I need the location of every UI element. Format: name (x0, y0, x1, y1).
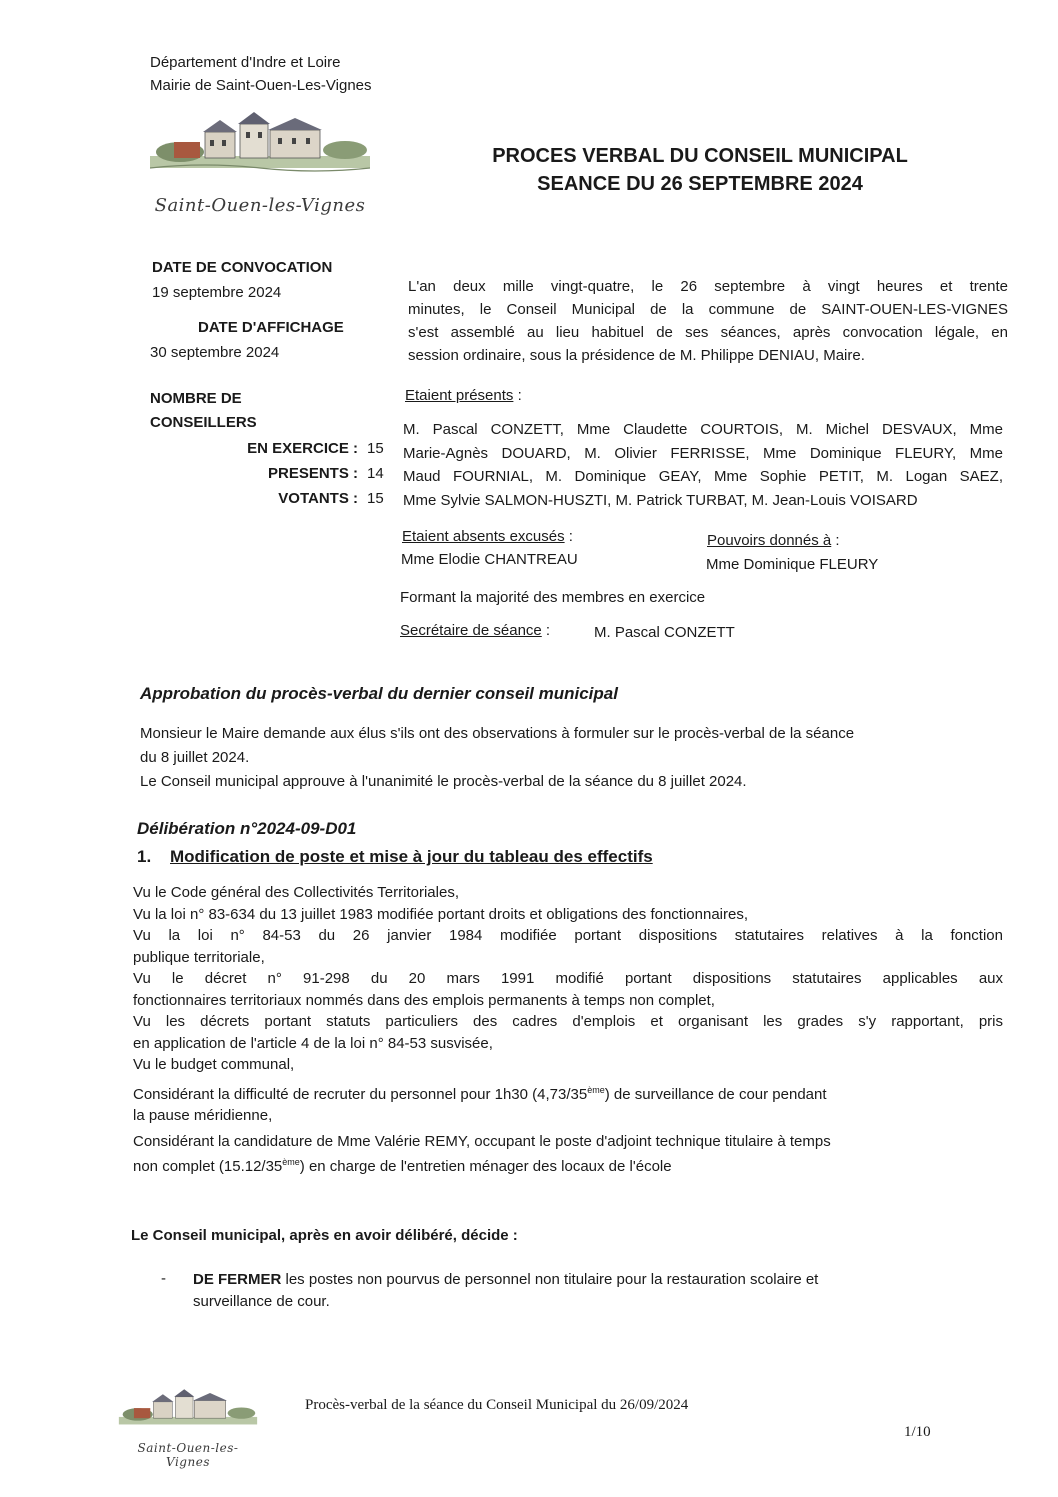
considerant-2: Considérant la candidature de Mme Valérie REMY, occupant le poste d'adjoint technique titulaire à temps (133, 1132, 831, 1150)
presents-heading (405, 386, 522, 406)
vu-line: Vu le Code général des Collectivités Territoriales, (133, 884, 459, 901)
vu-line: en application de l'article 4 de la loi n° 84-53 susvisée, (133, 1034, 493, 1052)
intro-paragraph (408, 275, 1008, 367)
presents-value: 14 (367, 465, 384, 482)
decision-bullet: - (161, 1270, 166, 1287)
presents-line: Marie-Agnès DOUARD, M. Olivier FERRISSE, Mme Dominique FLEURY, Mme (403, 444, 1003, 462)
exercice-value: 15 (367, 440, 384, 457)
decision-item-line (193, 1269, 973, 1291)
logo-text: Saint-Ouen-les-Vignes (154, 195, 366, 216)
vu-line: Vu les décrets portant statuts particuliers des cadres d'emplois et organisant les grades s'y rapportant, pris (133, 1013, 1003, 1030)
document-title (420, 142, 980, 198)
considerant-2-text-c: ) en charge de l'entretien ménager des locaux de l'école (299, 1158, 672, 1175)
considerant-2-cont (133, 1152, 1003, 1178)
vu-line: Vu la loi n° 83-634 du 13 juillet 1983 modifiée portant droits et obligations des fonctionnaires, (133, 905, 748, 923)
decision-item-text: les postes non pourvus de personnel non titulaire pour la restauration scolaire et (281, 1271, 819, 1288)
approbation-line: du 8 juillet 2024. (140, 749, 250, 766)
decision-heading: Le Conseil municipal, après en avoir délibéré, décide : (131, 1227, 518, 1244)
conseillers-label: CONSEILLERS (150, 414, 257, 431)
considerant-1-sup: ème (587, 1084, 605, 1095)
pouvoirs-heading-colon: : (831, 532, 840, 549)
presents-heading-text: Etaient présents (405, 387, 514, 404)
footer-logo-text: Saint-Ouen-les-Vignes (137, 1441, 239, 1469)
secretaire-line (400, 621, 550, 641)
approbation-line: Le Conseil municipal approuve à l'unanimité le procès-verbal de la séance du 8 juillet 2024. (140, 773, 747, 790)
vu-line: Vu le budget communal, (133, 1056, 295, 1073)
deliberation-subheading: Modification de poste et mise à jour du tableau des effectifs (170, 847, 653, 866)
town-logo (150, 110, 370, 215)
majorite-line: Formant la majorité des membres en exercice (400, 589, 706, 606)
considerant-2-text: non complet (15.12/35 (133, 1158, 283, 1175)
approbation-heading: Approbation du procès-verbal du dernier conseil municipal (140, 684, 618, 703)
vu-line: fonctionnaires territoriaux nommés dans des emplois permanents à temps non complet, (133, 991, 715, 1009)
pouvoirs-heading-text: Pouvoirs donnés à (707, 532, 832, 549)
presents-line: M. Pascal CONZETT, Mme Claudette COURTOIS, M. Michel DESVAUX, Mme (403, 421, 1003, 438)
convocation-date: 19 septembre 2024 (152, 284, 282, 301)
deliberation-body (133, 882, 1003, 1178)
affichage-label: DATE D'AFFICHAGE (198, 319, 344, 336)
votants-value: 15 (367, 490, 384, 507)
affichage-date: 30 septembre 2024 (150, 344, 280, 361)
presents-list (403, 418, 1003, 512)
title-line-1: PROCES VERBAL DU CONSEIL MUNICIPAL (492, 145, 908, 167)
pouvoirs-heading (707, 531, 840, 551)
department-line: Département d'Indre et Loire (150, 54, 341, 71)
footer-text: Procès-verbal de la séance du Conseil Municipal du 26/09/2024 (305, 1397, 689, 1413)
decision-item (193, 1269, 973, 1313)
nombre-label: NOMBRE DE (150, 390, 242, 407)
convocation-label: DATE DE CONVOCATION (152, 259, 333, 276)
intro-line: L'an deux mille vingt-quatre, le 26 septembre à vingt heures et trente (408, 278, 1008, 295)
secretaire-label: Secrétaire de séance (400, 622, 542, 639)
vu-line: Vu le décret n° 91-298 du 20 mars 1991 modifié portant dispositions statutaires applicables aux (133, 970, 1003, 987)
exercice-label: EN EXERCICE : (247, 440, 358, 457)
absents-heading-colon: : (564, 528, 573, 545)
secretaire-name: M. Pascal CONZETT (594, 624, 735, 641)
absent-name: Mme Elodie CHANTREAU (401, 551, 578, 568)
intro-line: s'est assemblé au lieu habituel de ses séances, après convocation légale, en (408, 324, 1008, 341)
considerant-1-text-b: ) de surveillance de cour pendant (604, 1085, 827, 1103)
chateau-illustration (150, 110, 370, 180)
considerant-1-cont: la pause méridienne, (133, 1107, 273, 1124)
absents-heading (402, 527, 573, 547)
presents-label: PRESENTS : (267, 465, 358, 482)
title-line-2: SEANCE DU 26 SEPTEMBRE 2024 (537, 173, 863, 195)
approbation-line: Monsieur le Maire demande aux élus s'ils ont des observations à formuler sur le procès-verbal de la séance (140, 725, 855, 742)
presents-heading-colon: : (513, 387, 522, 404)
approbation-text (140, 722, 1010, 794)
considerant-2-sup: ème (282, 1157, 300, 1167)
presents-line: Maud FOURNIAL, M. Dominique GEAY, Mme Sophie PETIT, M. Logan SAEZ, (403, 468, 1003, 485)
vu-line: publique territoriale, (133, 948, 265, 966)
footer-chateau-illustration (118, 1388, 258, 1432)
decision-item-line-2: surveillance de cour. (193, 1293, 330, 1310)
mairie-line: Mairie de Saint-Ouen-Les-Vignes (150, 77, 372, 94)
deliberation-heading: Délibération n°2024-09-D01 (137, 819, 357, 838)
footer-logo (118, 1388, 258, 1469)
intro-line: minutes, le Conseil Municipal de la commune de SAINT-OUEN-LES-VIGNES (408, 301, 1008, 318)
secretaire-colon: : (541, 622, 551, 639)
pouvoirs-name: Mme Dominique FLEURY (706, 556, 879, 573)
considerant-1-text: Considérant la difficulté de recruter du personnel pour 1h30 (4,73/35 (133, 1085, 588, 1103)
decision-verb: DE FERMER (193, 1271, 282, 1288)
votants-label: VOTANTS : (278, 490, 358, 507)
absents-heading-text: Etaient absents excusés (402, 528, 565, 545)
presents-line: Mme Sylvie SALMON-HUSZTI, M. Patrick TURBAT, M. Jean-Louis VOISARD (403, 491, 918, 509)
considerant-1 (133, 1080, 1003, 1106)
intro-line: session ordinaire, sous la présidence de M. Philippe DENIAU, Maire. (408, 347, 865, 364)
page-number: 1/10 (904, 1424, 931, 1440)
vu-line: Vu la loi n° 84-53 du 26 janvier 1984 modifiée portant dispositions statutaires relatives à la fonction (133, 927, 1003, 944)
deliberation-number: 1. (137, 847, 152, 866)
